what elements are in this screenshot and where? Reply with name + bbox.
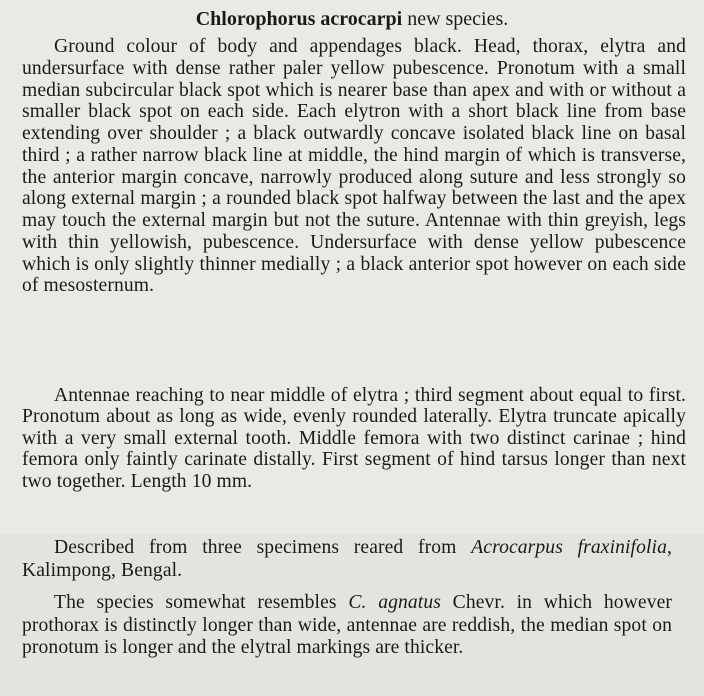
material-paragraph xyxy=(22,537,672,582)
locality-text: , Kalimpong, Bengal. xyxy=(22,537,672,581)
species-status: new species. xyxy=(402,8,509,30)
material-text: Described from three specimens reared from xyxy=(54,537,472,558)
species-name: Chlorophorus acrocarpi xyxy=(195,8,403,30)
structure-paragraph: Antennae reaching to near middle of elytra ; third segment about equal to first. Pronotum about as long as wide, evenly rounded laterally. Elytra truncate apically with a very small external tooth. Middle femora with two distinct carinae ; hind femora only faintly carinate distally. First segment of hind tarsus longer than next two together. Length 10 mm. xyxy=(22,385,686,492)
species-heading xyxy=(0,7,704,31)
host-plant-name: Acrocarpus fraxinifolia xyxy=(471,537,667,558)
compared-species-name: C. agnatus xyxy=(348,592,441,613)
comparison-text: The species somewhat resembles xyxy=(54,592,349,613)
comparison-details: Chevr. in which however prothorax is distinctly longer than wide, antennae are reddish, the median spot on pronotum is longer and the elytral markings are thicker. xyxy=(22,592,673,658)
description-paragraph: Ground colour of body and appendages black. Head, thorax, elytra and undersurface with dense rather paler yellow pubescence. Pronotum with a small median subcircular black spot which is nearer base than apex and with or without a smaller black spot on each side. Each elytron with a short black line from base extending over shoulder ; a black outwardly concave isolated black line on basal third ; a rather narrow black line at middle, the hind margin of which is transverse, the anterior margin concave, narrowly produced along suture and less strongly so along external margin ; a rounded black spot halfway between the last and the apex may touch the external margin but not the suture. Antennae with thin greyish, legs with thin yellowish, pubescence. Undersurface with dense yellow pubescence which is only slightly thinner medially ; a black anterior spot however on each side of mesosternum. xyxy=(22,36,686,297)
comparison-paragraph xyxy=(22,592,672,660)
